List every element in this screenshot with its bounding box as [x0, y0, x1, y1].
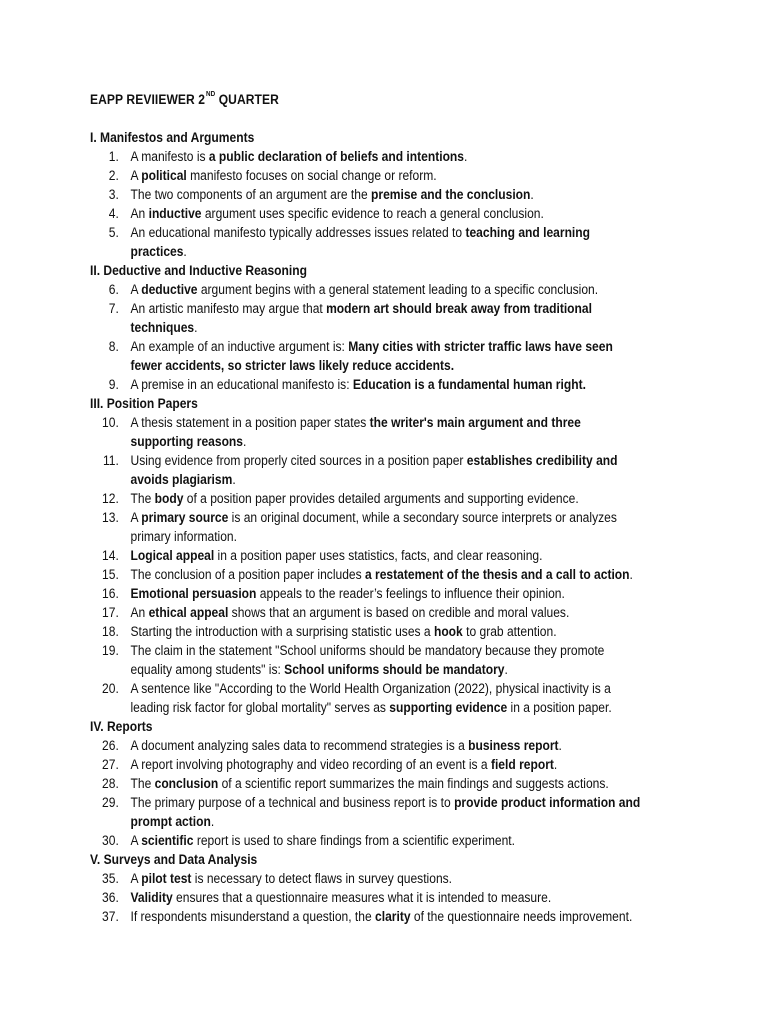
list-item-text [131, 736, 647, 755]
list-item-number: 26. [102, 738, 119, 753]
section-heading: I. Manifestos and Arguments [90, 130, 255, 145]
bold-answer: deductive [141, 282, 198, 297]
list-item [90, 337, 646, 375]
section [90, 128, 646, 261]
list-item-text [131, 337, 647, 375]
list-item [90, 223, 646, 261]
list-item-number: 14. [102, 548, 119, 563]
list-item [90, 622, 646, 641]
text-fragment: . [504, 662, 508, 677]
section [90, 717, 646, 850]
title-main: EAPP REVIIEWER 2 [90, 92, 206, 107]
text-fragment: A sentence like "According to the World Health Organization (2022), physical inactivity is a leading risk factor for global mortality" serves as [130, 681, 611, 715]
bold-answer: establishes credibility and avoids plagiarism [130, 453, 618, 487]
bold-answer: hook [433, 624, 463, 639]
bold-answer: Many cities with stricter traffic laws have seen fewer accidents, so stricter laws likely reduce accidents. [130, 339, 613, 373]
list-item-text [131, 793, 647, 831]
list-item-text [131, 584, 647, 603]
list-item [90, 546, 646, 565]
list-item-text [131, 546, 647, 565]
text-fragment: . [558, 738, 562, 753]
bold-answer: the writer's main argument and three supporting reasons [130, 415, 581, 449]
section-heading: III. Position Papers [90, 396, 198, 411]
list-item-number: 7. [108, 301, 119, 316]
list-item-number: 6. [108, 282, 119, 297]
list-item [90, 565, 646, 584]
list-item [90, 793, 646, 831]
list-item-text [131, 907, 647, 926]
list-item-text [131, 280, 647, 299]
list-item-number: 13. [102, 510, 119, 525]
text-fragment: shows that an argument is based on credible and moral values. [228, 605, 570, 620]
title-tail: QUARTER [215, 92, 279, 107]
text-fragment: . [629, 567, 633, 582]
text-fragment: An artistic manifesto may argue that [130, 301, 327, 316]
text-fragment: of the questionnaire needs improvement. [410, 909, 633, 924]
list-item-text [131, 147, 647, 166]
list-item [90, 413, 646, 451]
list-item-text [131, 451, 647, 489]
list-item-text [131, 185, 647, 204]
text-fragment: to grab attention. [462, 624, 557, 639]
bold-answer: teaching and learning practices [130, 225, 591, 259]
bold-answer: a public declaration of beliefs and intentions [208, 149, 465, 164]
list-item-number: 18. [102, 624, 119, 639]
bold-answer: scientific [141, 833, 194, 848]
section-heading: IV. Reports [90, 719, 153, 734]
list-item-number: 28. [102, 776, 119, 791]
text-fragment: of a scientific report summarizes the main findings and suggests actions. [218, 776, 609, 791]
list-item-number: 9. [108, 377, 119, 392]
list-item-text [131, 888, 647, 907]
list-item-text [131, 679, 647, 717]
text-fragment: The claim in the statement "School uniforms should be mandatory because they promote equality among students" is: [130, 643, 605, 677]
bold-answer: inductive [148, 206, 202, 221]
section [90, 394, 646, 717]
list-item [90, 280, 646, 299]
numbered-list [90, 869, 646, 926]
bold-answer: conclusion [154, 776, 219, 791]
text-fragment: Starting the introduction with a surprising statistic uses a [130, 624, 434, 639]
list-item [90, 736, 646, 755]
list-item-number: 11. [102, 453, 119, 468]
numbered-list [90, 736, 646, 850]
list-item-number: 35. [102, 871, 119, 886]
list-item [90, 147, 646, 166]
list-item [90, 603, 646, 622]
list-item [90, 166, 646, 185]
document-title [90, 90, 646, 109]
numbered-list [90, 147, 646, 261]
list-item-number: 17. [102, 605, 119, 620]
text-fragment: . [232, 472, 236, 487]
list-item [90, 869, 646, 888]
text-fragment: An educational manifesto typically addresses issues related to [130, 225, 466, 240]
text-fragment: . [553, 757, 558, 772]
text-fragment: A manifesto is [130, 149, 209, 164]
list-item-text [131, 565, 647, 584]
text-fragment: . [210, 814, 215, 829]
list-item-number: 1. [108, 149, 119, 164]
bold-answer: modern art should break away from traditional techniques [130, 301, 592, 335]
text-fragment: appeals to the reader’s feelings to influence their opinion. [256, 586, 565, 601]
list-item [90, 204, 646, 223]
list-item-number: 27. [102, 757, 119, 772]
list-item-text [131, 622, 647, 641]
list-item-text [131, 375, 647, 394]
list-item-number: 4. [108, 206, 119, 221]
text-fragment: A thesis statement in a position paper states [130, 415, 370, 430]
bold-answer: Validity [130, 890, 173, 905]
list-item-text [131, 413, 647, 451]
text-fragment: A [130, 833, 142, 848]
text-fragment: . [530, 187, 534, 202]
text-fragment: A report involving photography and video recording of an event is a [130, 757, 491, 772]
bold-answer: primary source [141, 510, 229, 525]
list-item [90, 299, 646, 337]
text-fragment: . [183, 244, 187, 259]
list-item [90, 755, 646, 774]
text-fragment: in a position paper. [507, 700, 612, 715]
sections-container [90, 128, 646, 926]
list-item-number: 10. [102, 415, 119, 430]
numbered-list [90, 280, 646, 394]
list-item [90, 888, 646, 907]
section-heading: II. Deductive and Inductive Reasoning [90, 263, 307, 278]
text-fragment: A [130, 871, 142, 886]
text-fragment: The [130, 776, 155, 791]
bold-answer: ethical appeal [148, 605, 229, 620]
section-heading: V. Surveys and Data Analysis [90, 852, 258, 867]
list-item-number: 37. [102, 909, 119, 924]
list-item-number: 20. [102, 681, 119, 696]
text-fragment: in a position paper uses statistics, facts, and clear reasoning. [214, 548, 543, 563]
text-fragment: An example of an inductive argument is: [130, 339, 349, 354]
list-item-number: 16. [102, 586, 119, 601]
text-fragment: of a position paper provides detailed arguments and supporting evidence. [183, 491, 579, 506]
list-item-number: 5. [108, 225, 119, 240]
list-item-text [131, 508, 647, 546]
text-fragment: argument uses specific evidence to reach a general conclusion. [201, 206, 544, 221]
list-item-number: 19. [102, 643, 119, 658]
list-item [90, 508, 646, 546]
list-item [90, 584, 646, 603]
list-item-text [131, 869, 647, 888]
bold-answer: provide product information and prompt action [130, 795, 641, 829]
text-fragment: Using evidence from properly cited sources in a position paper [130, 453, 467, 468]
list-item [90, 451, 646, 489]
list-item [90, 774, 646, 793]
section [90, 261, 646, 394]
list-item-text [131, 641, 647, 679]
text-fragment: ensures that a questionnaire measures what it is intended to measure. [172, 890, 552, 905]
list-item [90, 641, 646, 679]
list-item-text [131, 299, 647, 337]
bold-answer: pilot test [141, 871, 192, 886]
list-item-text [131, 755, 647, 774]
text-fragment: An [130, 605, 149, 620]
list-item-number: 8. [108, 339, 119, 354]
bold-answer: clarity [375, 909, 411, 924]
text-fragment: The primary purpose of a technical and business report is to [130, 795, 455, 810]
bold-answer: field report [490, 757, 554, 772]
list-item-text [131, 223, 647, 261]
bold-answer: premise and the conclusion [371, 187, 531, 202]
text-fragment: A [130, 282, 142, 297]
list-item [90, 185, 646, 204]
text-fragment: The [130, 491, 155, 506]
list-item-number: 3. [108, 187, 119, 202]
text-fragment: . [243, 434, 247, 449]
title-superscript: ND [205, 91, 216, 98]
list-item-text [131, 603, 647, 622]
text-fragment: The two components of an argument are the [130, 187, 372, 202]
bold-answer: Emotional persuasion [130, 586, 257, 601]
list-item-number: 12. [102, 491, 119, 506]
list-item-number: 29. [102, 795, 119, 810]
list-item-text [131, 831, 647, 850]
list-item-text [131, 489, 647, 508]
bold-answer: Education is a fundamental human right. [352, 377, 586, 392]
text-fragment: . [194, 320, 198, 335]
text-fragment: is an original document, while a secondary source interprets or analyzes primary information. [130, 510, 617, 544]
text-fragment: If respondents misunderstand a question, the [130, 909, 376, 924]
list-item-number: 2. [108, 168, 119, 183]
text-fragment: . [464, 149, 468, 164]
section [90, 850, 646, 926]
text-fragment: manifesto focuses on social change or reform. [186, 168, 437, 183]
list-item [90, 831, 646, 850]
text-fragment: is necessary to detect flaws in survey questions. [191, 871, 453, 886]
text-fragment: argument begins with a general statement leading to a specific conclusion. [197, 282, 599, 297]
text-fragment: The conclusion of a position paper includes [130, 567, 365, 582]
bold-answer: Logical appeal [130, 548, 215, 563]
list-item-number: 36. [102, 890, 119, 905]
bold-answer: business report [468, 738, 559, 753]
bold-answer: School uniforms should be mandatory [284, 662, 505, 677]
list-item-text [131, 204, 647, 223]
list-item [90, 907, 646, 926]
text-fragment: A [130, 168, 142, 183]
list-item-text [131, 774, 647, 793]
document-page [9, 0, 700, 1024]
list-item [90, 679, 646, 717]
list-item [90, 489, 646, 508]
text-fragment: An [130, 206, 149, 221]
numbered-list [90, 413, 646, 717]
list-item-number: 30. [102, 833, 119, 848]
text-fragment: A [130, 510, 142, 525]
bold-answer: body [154, 491, 184, 506]
list-item [90, 375, 646, 394]
list-item-number: 15. [102, 567, 119, 582]
list-item-text [131, 166, 647, 185]
bold-answer: political [141, 168, 187, 183]
bold-answer: supporting evidence [389, 700, 508, 715]
text-fragment: A document analyzing sales data to recommend strategies is a [130, 738, 469, 753]
text-fragment: report is used to share findings from a scientific experiment. [193, 833, 516, 848]
bold-answer: a restatement of the thesis and a call to action [364, 567, 630, 582]
text-fragment: A premise in an educational manifesto is: [130, 377, 353, 392]
